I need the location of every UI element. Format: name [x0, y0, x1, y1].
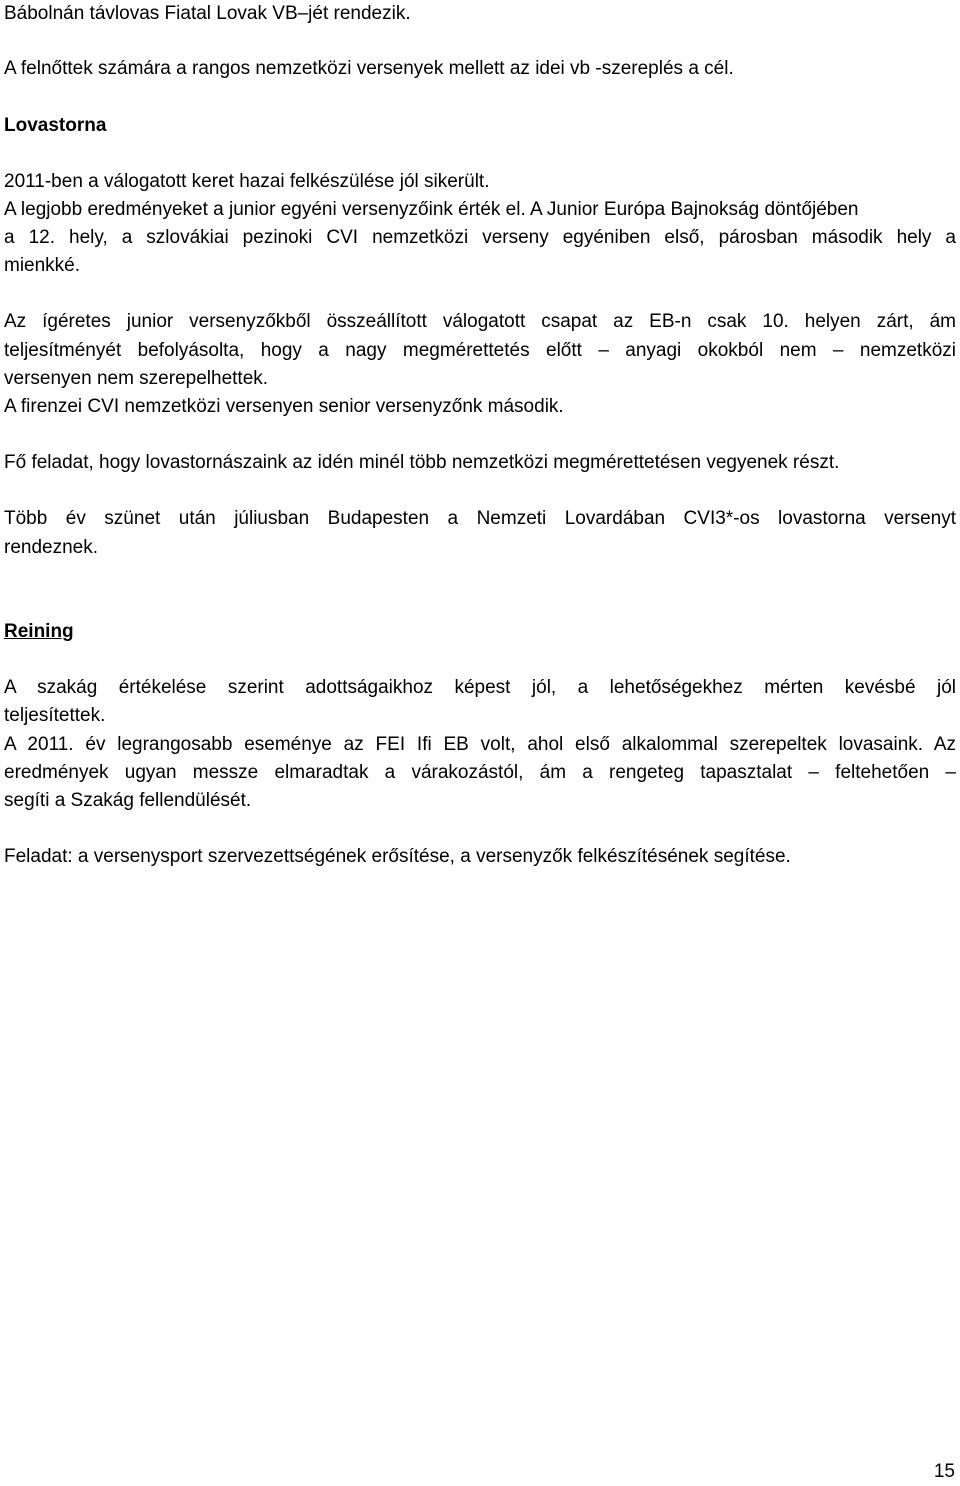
- section-heading-lovastorna: Lovastorna: [4, 115, 107, 136]
- paragraph-line: mienkké.: [4, 255, 81, 276]
- paragraph-line: teljesítettek.: [4, 705, 106, 726]
- paragraph-line: Az ígéretes junior versenyzőkből összeállított válogatott csapat az EB-n csak 10. helyen zárt, ám: [4, 311, 956, 332]
- paragraph-line: Több év szünet után júliusban Budapesten a Nemzeti Lovardában CVI3*-os lovastorna versenyt: [4, 508, 956, 529]
- page-number: 15: [933, 1461, 955, 1482]
- paragraph-line: A 2011. év legrangosabb eseménye az FEI Ifi EB volt, ahol első alkalommal szerepeltek lovasaink. Az: [4, 734, 956, 755]
- paragraph-line: Feladat: a versenysport szervezettségének erősítése, a versenyzők felkészítésének segítése.: [4, 846, 791, 867]
- intro-line-2: A felnőttek számára a rangos nemzetközi versenyek mellett az idei vb -szereplés a cél.: [4, 58, 734, 79]
- paragraph-line: eredmények ugyan messze elmaradtak a várakozástól, ám a rengeteg tapasztalat – feltehetően –: [4, 762, 956, 783]
- paragraph-line: teljesítményét befolyásolta, hogy a nagy megmérettetés előtt – anyagi okokból nem – nemzetközi: [4, 340, 956, 361]
- paragraph-line: A firenzei CVI nemzetközi versenyen senior versenyzőnk második.: [4, 396, 564, 417]
- paragraph-line: 2011-ben a válogatott keret hazai felkészülése jól sikerült.: [4, 171, 490, 192]
- paragraph-line: Fő feladat, hogy lovastornászaink az idén minél több nemzetközi megmérettetésen vegyenek részt.: [4, 452, 840, 473]
- paragraph-line: A legjobb eredményeket a junior egyéni versenyzőink érték el. A Junior Európa Bajnokság döntőjében: [4, 199, 859, 220]
- paragraph-line: segíti a Szakág fellendülését.: [4, 790, 252, 811]
- paragraph-line: a 12. hely, a szlovákiai pezinoki CVI nemzetközi verseny egyéniben első, párosban második hely a: [4, 227, 956, 248]
- intro-line-1: Bábolnán távlovas Fiatal Lovak VB–jét rendezik.: [4, 3, 411, 24]
- paragraph-line: rendeznek.: [4, 537, 99, 558]
- paragraph-line: A szakág értékelése szerint adottságaikhoz képest jól, a lehetőségekhez mérten kevésbé jól: [4, 677, 956, 698]
- paragraph-line: versenyen nem szerepelhettek.: [4, 368, 269, 389]
- section-heading-reining: Reining: [4, 621, 74, 642]
